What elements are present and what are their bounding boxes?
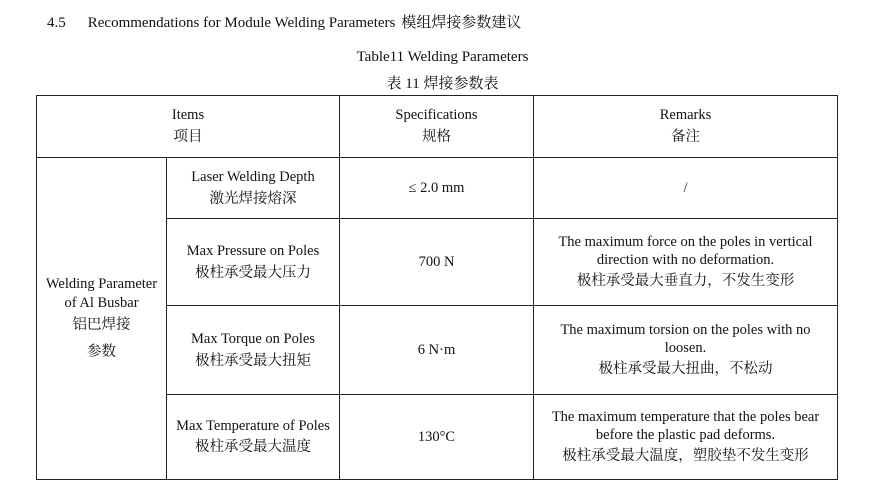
header-remarks-en: Remarks [659, 107, 712, 123]
header-remarks-zh: 备注 [671, 129, 700, 145]
remark-zh: 极柱承受最大温度，塑胶垫不发生变形 [562, 448, 809, 464]
group-label-zh-2: 参数 [87, 344, 116, 360]
remark-zh: 极柱承受最大垂直力，不发生变形 [576, 273, 795, 289]
header-specifications [340, 96, 534, 158]
section-number: 4.5 [47, 15, 66, 31]
remark-zh: 极柱承受最大扭曲，不松动 [598, 361, 773, 377]
item-zh: 极柱承受最大扭矩 [195, 352, 311, 369]
header-items-zh: 项目 [173, 129, 203, 145]
group-label-zh-1: 铝巴焊接 [72, 317, 131, 333]
header-items [37, 96, 340, 158]
spec-cell: 6 N·m [340, 306, 534, 395]
section-title-en: Recommendations for Module Welding Parameters [87, 15, 396, 31]
item-en: Max Pressure on Poles [186, 242, 320, 259]
group-cell [37, 158, 167, 480]
remark-en: The maximum torsion on the poles with no loosen. [560, 322, 811, 356]
item-cell [167, 219, 340, 306]
section-title-zh: 模组焊接参数建议 [401, 15, 522, 31]
table-caption-zh: 表 11 焊接参数表 [386, 76, 499, 92]
header-remarks [534, 96, 838, 158]
header-specifications-zh: 规格 [422, 129, 451, 145]
spec-cell: 700 N [340, 219, 534, 306]
group-label-en: Welding Parameter of Al Busbar [45, 276, 158, 311]
table-header-row [37, 96, 838, 158]
section-heading [47, 11, 521, 32]
item-en: Max Temperature of Poles [176, 418, 330, 434]
item-en: Max Torque on Poles [191, 330, 315, 347]
table-row [37, 158, 838, 219]
remark-en: / [683, 180, 688, 196]
remark-en: The maximum temperature that the poles bear before the plastic pad deforms. [551, 409, 820, 443]
header-specifications-en: Specifications [395, 107, 478, 123]
item-en: Laser Welding Depth [191, 168, 315, 185]
remark-cell [534, 158, 838, 219]
item-cell [167, 158, 340, 219]
item-cell [167, 395, 340, 480]
welding-parameters-table [36, 95, 838, 480]
header-items-en: Items [171, 107, 205, 123]
item-cell [167, 306, 340, 395]
table-caption-en: Table11 Welding Parameters [356, 49, 529, 65]
remark-cell [534, 306, 838, 395]
item-zh: 极柱承受最大温度 [195, 439, 311, 455]
remark-cell [534, 219, 838, 306]
remark-en: The maximum force on the poles in vertical direction with no deformation. [558, 234, 813, 268]
spec-cell: ≤ 2.0 mm [340, 158, 534, 219]
item-zh: 激光焊接熔深 [209, 190, 297, 207]
item-zh: 极柱承受最大压力 [195, 264, 311, 281]
spec-cell: 130°C [340, 395, 534, 480]
remark-cell [534, 395, 838, 480]
